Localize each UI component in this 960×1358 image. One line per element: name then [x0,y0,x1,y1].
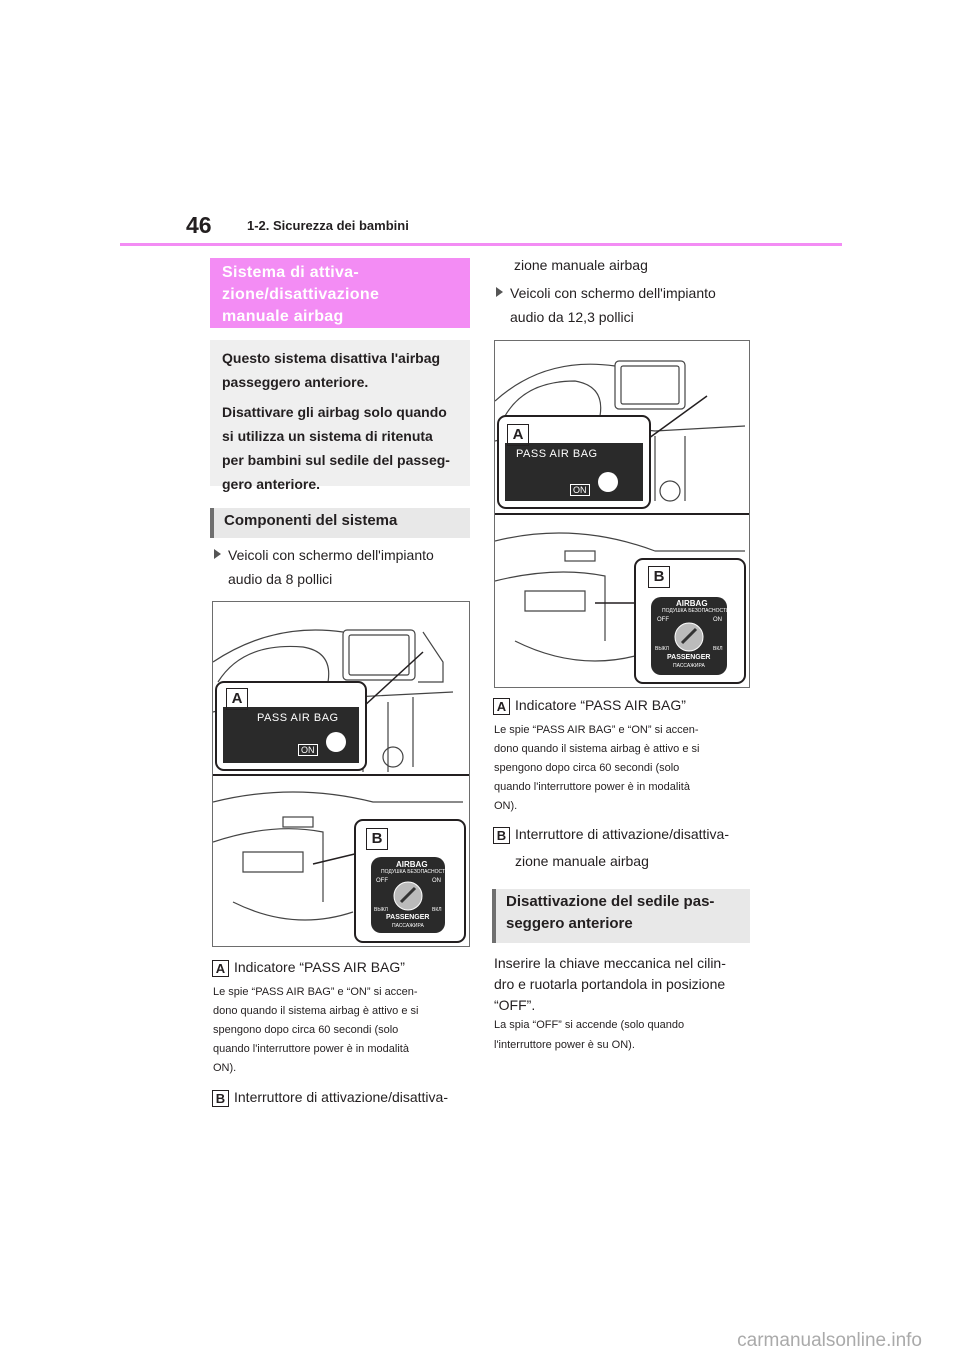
bullet-arrow-icon [496,287,503,297]
right-continuation: zione manuale airbag [514,257,648,273]
vehicle-8in-line2: audio da 8 pollici [228,571,333,587]
fig-right-on-text: ON [713,617,722,623]
fig-right-airbag-ru: ПОДУШКА БЕЗОПАСНОСТИ [662,608,730,614]
right-desc-line-1: Le spie “PASS AIR BAG” e “ON” si accen- [494,724,699,736]
fig-right-passenger-text: PASSENGER [667,654,711,661]
fig-left-passenger-ru: ПАССАЖИРА [392,923,424,929]
right-desc-line-4: quando l'interruttore power è in modalità [494,781,690,793]
left-desc-line-1: Le spie “PASS AIR BAG” e “ON” si accen- [213,986,418,998]
deactivation-heading: Disattivazione del sedile pas-seggero anteriore [492,889,750,943]
components-heading: Componenti del sistema [210,508,470,538]
left-item-a-text: Indicatore “PASS AIR BAG” [234,959,405,975]
section-title: 1-2. Sicurezza dei bambini [247,218,409,233]
right-item-b-line-2: zione manuale airbag [515,853,649,869]
deactivation-instructions [494,953,759,1016]
fig-right-pass-air-bag: PASS AIR BAG [516,448,598,460]
right-desc-line-5: ON). [494,800,518,812]
fig-left-label-b: B [366,828,388,850]
left-desc-line-2: dono quando il sistema airbag è attivo e si [213,1005,419,1017]
fig-right-airbag-text: AIRBAG [676,599,708,608]
fig-right-label-b: B [648,566,670,588]
label-b-box: B [493,827,510,844]
left-item-b-text: Interruttore di attivazione/disattiva- [234,1089,448,1105]
fig-right-label-a: A [507,424,529,446]
intro-paragraph-1: Questo sistema disattiva l'airbag passeggero anteriore. [222,350,441,390]
instr-line-3: “OFF”. [494,997,536,1013]
figure-12in [494,340,750,688]
fig-right-passenger-ru: ПАССАЖИРА [673,663,705,669]
vehicle-8in-line1: Veicoli con schermo dell'impianto [228,547,434,563]
fig-left-vkl-text: ВКЛ [432,907,442,913]
watermark: carmanualsonline.info [737,1330,922,1351]
pink-section-title: Sistema di attiva- zione/disattivazione manuale airbag [210,258,470,328]
fig-left-off-text: OFF [376,878,388,884]
right-item-b-title [493,822,763,873]
left-desc-line-5: ON). [213,1062,237,1074]
page-number: 46 [186,212,212,238]
fig-right-vkl-text: ВКЛ [713,646,723,652]
fig-right-on-indicator: ON [570,484,590,496]
deactivation-note [494,1015,759,1055]
fig-left-airbag-ru: ПОДУШКА БЕЗОПАСНОСТИ [381,869,449,875]
fig-right-off-text: OFF [657,617,669,623]
bullet-arrow-icon [214,549,221,559]
vehicle-12in-label [496,281,756,329]
fig-right-airbag-off-icon [598,472,618,492]
fig-left-pass-air-bag: PASS AIR BAG [257,712,339,724]
fig-left-on-indicator: ON [298,744,318,756]
header-rule [120,243,842,246]
fig-left-airbag-text: AIRBAG [396,860,428,869]
vehicle-8in-label [214,543,474,591]
label-b-box: B [212,1090,229,1107]
left-desc-line-4: quando l'interruttore power è in modalità [213,1043,409,1055]
right-item-a-desc [494,721,759,816]
left-item-b-title [212,1085,482,1109]
right-desc-line-2: dono quando il sistema airbag è attivo e si [494,743,700,755]
left-item-a-title [212,955,472,979]
left-item-a-desc [213,983,473,1078]
left-desc-line-3: spengono dopo circa 60 secondi (solo [213,1024,399,1036]
label-a-box: A [212,960,229,977]
right-item-b-line-1: Interruttore di attivazione/disattiva- [515,826,729,842]
right-item-a-text: Indicatore “PASS AIR BAG” [515,697,686,713]
instr-line-2: dro e ruotarla portandola in posizione [494,976,726,992]
fig-right-vykl-text: ВЫКЛ [655,646,669,652]
right-desc-line-3: spengono dopo circa 60 secondi (solo [494,762,680,774]
right-item-a-title [493,693,758,717]
label-a-box: A [493,698,510,715]
fig-left-on-text: ON [432,878,441,884]
fig-left-vykl-text: ВЫКЛ [374,907,388,913]
fig-left-label-a: A [226,688,248,710]
note-line-1: La spia “OFF” si accende (solo quando [494,1019,685,1031]
instr-line-1: Inserire la chiave meccanica nel cilin- [494,955,726,971]
fig-left-airbag-off-icon [326,732,346,752]
vehicle-12in-line2: audio da 12,3 pollici [510,309,634,325]
intro-paragraph-2: Disattivare gli airbag solo quando si utilizza un sistema di ritenuta per bambini sul sedile del passeg-gero anteriore. [222,404,450,492]
vehicle-12in-line1: Veicoli con schermo dell'impianto [510,285,716,301]
fig-left-passenger-text: PASSENGER [386,914,430,921]
figure-8in [212,601,470,947]
note-line-2: l'interruttore power è su ON). [494,1039,635,1051]
intro-box [210,340,470,492]
